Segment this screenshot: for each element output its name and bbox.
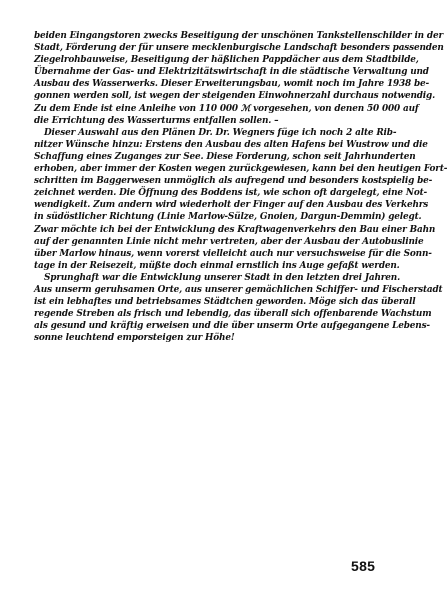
text-line: Ziegelrohbauweise, Beseitigung der häßlichen Pappdächer aus dem Stadtbilde, xyxy=(34,55,419,66)
text-line: als gesund und kräftig erweisen und die über unserm Orte aufgegangene Lebens- xyxy=(34,321,430,332)
text-line: Zwar möchte ich bei der Entwicklung des Kraftwagenverkehrs den Bau einer Bahn xyxy=(34,224,436,235)
text-line: ist ein lebhaftes und betriebsames Städtchen geworden. Möge sich das überall xyxy=(34,297,416,308)
page-number: 585 xyxy=(351,558,376,574)
text-line: zeichnet werden. Die Öffnung des Boddens ist, wie schon oft dargelegt, eine Not- xyxy=(34,188,428,199)
text-line: Dieser Auswahl aus den Plänen Dr. Dr. Wegners füge ich noch 2 alte Rib- xyxy=(44,127,397,138)
text-line: auf der genannten Linie nicht mehr vertreten, aber der Ausbau der Autobuslinie xyxy=(34,236,424,247)
text-line: über Marlow hinaus, wenn vorerst vielleicht auch nur versuchsweise für die Sonn- xyxy=(34,248,432,259)
text-line: nitzer Wünsche hinzu: Erstens den Ausbau des alten Hafens bei Wustrow und die xyxy=(34,139,428,150)
text-line: Stadt, Förderung der für unsere mecklenburgische Landschaft besonders passenden xyxy=(34,43,444,54)
text-line: Aus unserm geruhsamen Orte, aus unserer gemächlichen Schiffer- und Fischerstadt xyxy=(34,284,443,295)
text-line: Ausbau des Wasserwerks. Dieser Erweiterungsbau, womit noch im Jahre 1938 be- xyxy=(34,79,430,90)
text-line: regende Streben als frisch und lebendig, das überall sich offenbarende Wachstum xyxy=(34,309,432,320)
text-line: wendigkeit. Zum andern wird wiederholt der Finger auf den Ausbau des Verkehrs xyxy=(34,200,429,211)
text-line: in südöstlicher Richtung (Linie Marlow-Sülze, Gnoien, Dargun-Demmin) gelegt. xyxy=(34,212,422,223)
text-line: tage in der Reisezeit, müßte doch einmal ernstlich ins Auge gefaßt werden. xyxy=(34,260,400,271)
text-line: gonnen werden soll, ist wegen der steigenden Einwohnerzahl durchaus notwendig. xyxy=(34,91,436,102)
text-line: sonne leuchtend emporsteigen zur Höhe! xyxy=(34,333,235,344)
text-line: Zu dem Ende ist eine Anleihe von 110 000 ℳ vorgesehen, von denen 50 000 auf xyxy=(34,103,419,114)
text-line: Übernahme der Gas- und Elektrizitätswirtschaft in die städtische Verwaltung und xyxy=(34,67,429,78)
text-line: Schaffung eines Zuganges zur See. Diese Forderung, schon seit Jahrhunderten xyxy=(34,151,416,162)
text-line: die Errichtung des Wasserturms entfallen sollen. – xyxy=(34,115,279,126)
text-line: Sprunghaft war die Entwicklung unserer Stadt in den letzten drei Jahren. xyxy=(44,272,401,283)
text-line: beiden Eingangstoren zwecks Beseitigung der unschönen Tankstellenschilder in der xyxy=(34,31,443,41)
body-text xyxy=(34,30,447,344)
text-line: erhoben, aber immer der Kosten wegen zurückgewiesen, kann bei den heutigen Fort- xyxy=(34,164,447,175)
text-line: schritten im Baggerwesen unmöglich als aufregend und besonders kostspielig be- xyxy=(34,176,433,187)
